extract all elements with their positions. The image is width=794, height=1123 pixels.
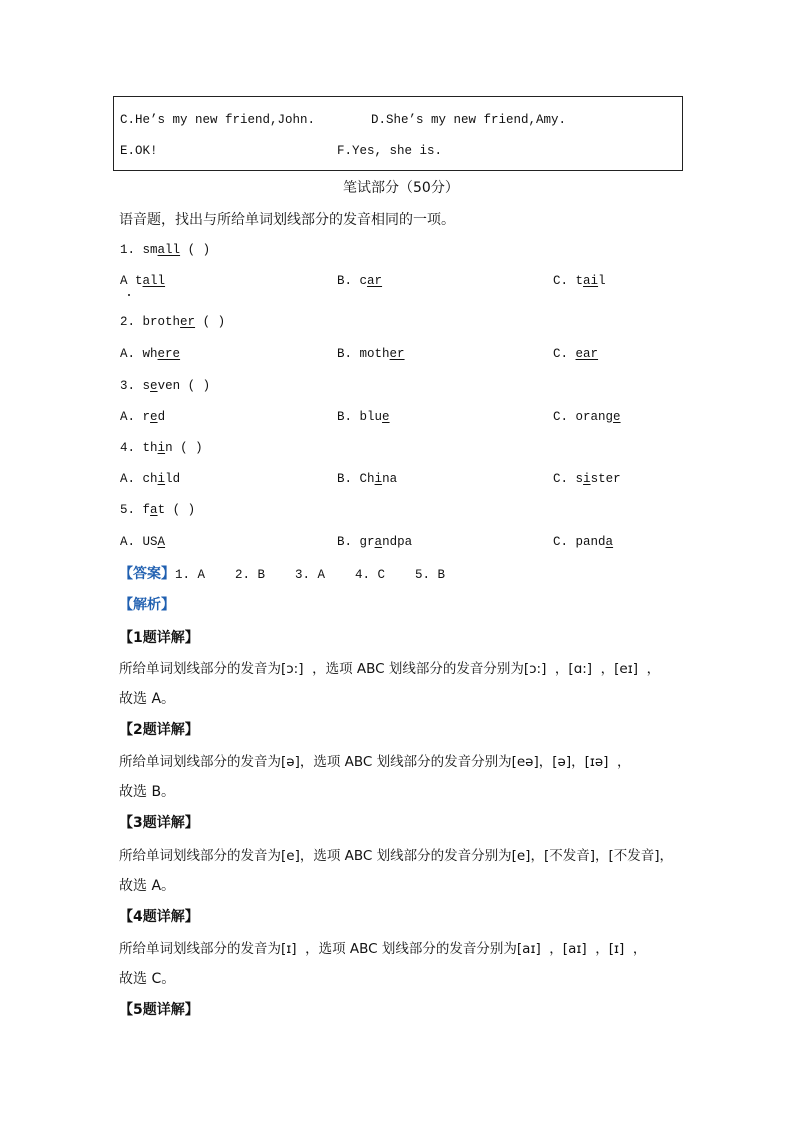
question-5: 5. fat ( ): [120, 503, 196, 517]
analysis-tag: 【解析】: [119, 597, 175, 613]
detail-2-line2: 故选 B。: [119, 784, 176, 800]
detail-4-title: 【4题详解】: [119, 909, 199, 925]
detail-3-title: 【3题详解】: [119, 815, 199, 831]
options-box: [113, 96, 683, 171]
option-c: C.He’s my new friend,John.: [120, 113, 316, 127]
q2-option-c: C. ear: [553, 347, 599, 361]
question-4: 4. thin ( ): [120, 441, 203, 455]
q4-option-b: B. China: [337, 472, 398, 486]
answer-text: 1. A 2. B 3. A 4. C 5. B: [175, 568, 446, 582]
detail-2-line1: 所给单词划线部分的发音为[ə]，选项 ABC 划线部分的发音分别为[eə]，[ə]，[ɪə] ，: [119, 754, 631, 770]
question-2: 2. brother ( ): [120, 315, 226, 329]
detail-1-title: 【1题详解】: [119, 630, 199, 646]
detail-5-title: 【5题详解】: [119, 1002, 199, 1018]
q4-option-a: A. child: [120, 472, 181, 486]
detail-2-title: 【2题详解】: [119, 722, 199, 738]
detail-4-line2: 故选 C。: [119, 971, 176, 987]
option-f: F.Yes, she is.: [337, 144, 443, 158]
q5-option-a: A. USA: [120, 535, 166, 549]
q2-option-b: B. mother: [337, 347, 405, 361]
section-title: 笔试部分（50分）: [343, 180, 459, 196]
detail-4-line1: 所给单词划线部分的发音为[ɪ] ，选项 ABC 划线部分的发音分别为[aɪ] ，[aɪ] ，[ɪ] ，: [119, 941, 647, 957]
option-d: D.She’s my new friend,Amy.: [371, 113, 567, 127]
q5-option-b: B. grandpa: [337, 535, 413, 549]
q3-option-a: A. red: [120, 410, 166, 424]
q1-option-b: B. car: [337, 274, 383, 288]
q1-option-a: A tall: [120, 274, 166, 288]
instruction: 语音题，找出与所给单词划线部分的发音相同的一项。: [119, 212, 455, 228]
detail-1-line2: 故选 A。: [119, 691, 176, 707]
answer-tag: 【答案】: [119, 566, 175, 582]
q1-option-c: C. tail: [553, 274, 606, 288]
q4-option-c: C. sister: [553, 472, 621, 486]
q5-option-c: C. panda: [553, 535, 614, 549]
detail-3-line1: 所给单词划线部分的发音为[e]，选项 ABC 划线部分的发音分别为[e]，[不发音]，[不发音]，: [119, 848, 674, 864]
detail-1-line1: 所给单词划线部分的发音为[ɔ:] ，选项 ABC 划线部分的发音分别为[ɔ:] ，[ɑ:] ，[eɪ] ，: [119, 661, 661, 677]
detail-3-line2: 故选 A。: [119, 878, 176, 894]
answer-line: [119, 563, 445, 583]
question-3: 3. seven ( ): [120, 379, 211, 393]
q3-option-b: B. blue: [337, 410, 390, 424]
question-1: 1. small ( ): [120, 243, 211, 257]
option-e: E.OK!: [120, 144, 158, 158]
emphasis-dot: [128, 294, 130, 296]
q2-option-a: A. where: [120, 347, 181, 361]
q3-option-c: C. orange: [553, 410, 621, 424]
